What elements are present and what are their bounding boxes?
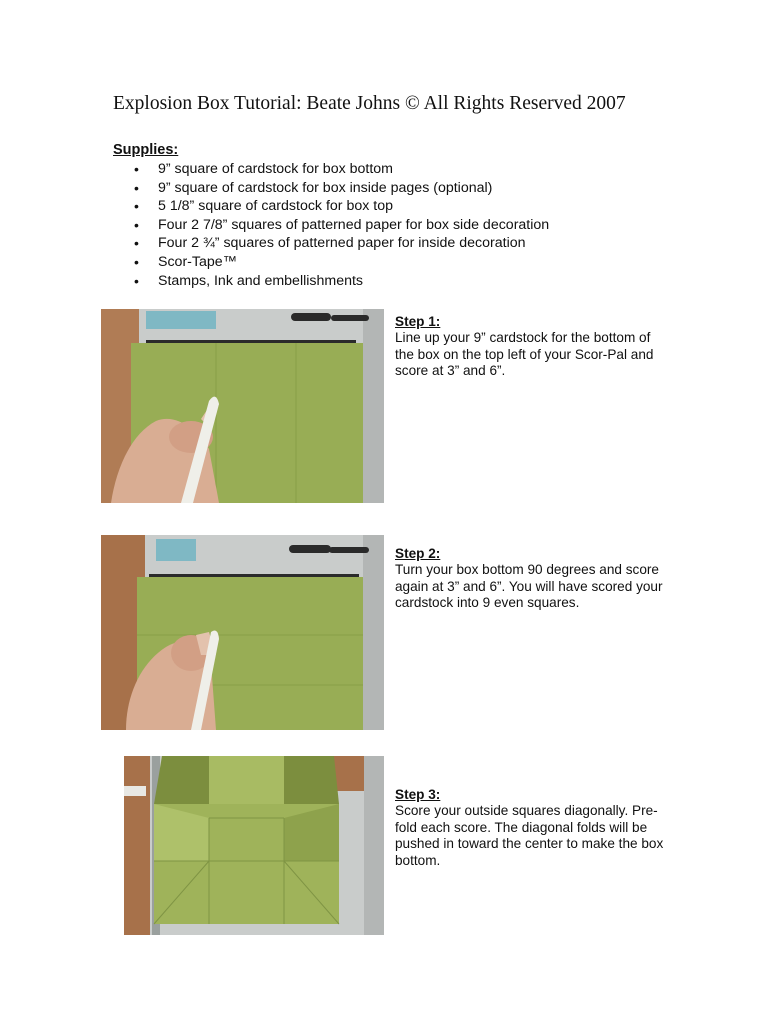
document-title: Explosion Box Tutorial: Beate Johns © All Rights Reserved 2007 (113, 93, 626, 114)
list-item: • 9” square of cardstock for box inside pages (optional) (134, 179, 493, 196)
bullet-icon: • (134, 161, 139, 177)
bullet-icon: • (134, 198, 139, 215)
bullet-icon: • (134, 253, 139, 270)
list-item: • Four 2 ¾” squares of patterned paper for inside decoration (134, 235, 526, 252)
step-3-body: Score your outside squares diagonally. Pre-fold each score. The diagonal folds will be pushed in toward the center to make the box bottom. (395, 803, 664, 868)
step-3-text (395, 787, 665, 869)
step-2-text (395, 546, 665, 612)
supplies-heading: Supplies: (113, 142, 179, 158)
step-2-heading: Step 2: (395, 546, 441, 561)
list-item: • 9” square of cardstock for box bottom (134, 161, 393, 177)
step-2-photo (101, 535, 384, 730)
list-item: • Scor-Tape™ (134, 253, 237, 270)
bullet-icon: • (134, 216, 139, 233)
step-2-body: Turn your box bottom 90 degrees and score again at 3” and 6”. You will have scored your cardstock into 9 even squares. (395, 562, 663, 611)
step-1-heading: Step 1: (395, 314, 441, 329)
bullet-icon: • (134, 272, 139, 289)
bullet-icon: • (134, 235, 139, 252)
bullet-icon: • (134, 179, 139, 196)
list-item: • 5 1/8” square of cardstock for box top (134, 198, 394, 215)
step-3-photo (124, 756, 384, 935)
list-item: • Four 2 7/8” squares of patterned paper for box side decoration (134, 216, 550, 233)
supplies-list (113, 160, 549, 290)
step-3-heading: Step 3: (395, 787, 441, 802)
step-1-text (395, 314, 665, 380)
step-1-body: Line up your 9” cardstock for the bottom of the box on the top left of your Scor-Pal and score at 3” and 6”. (395, 330, 654, 379)
step-1-photo (101, 309, 384, 503)
list-item: • Stamps, Ink and embellishments (134, 272, 364, 289)
